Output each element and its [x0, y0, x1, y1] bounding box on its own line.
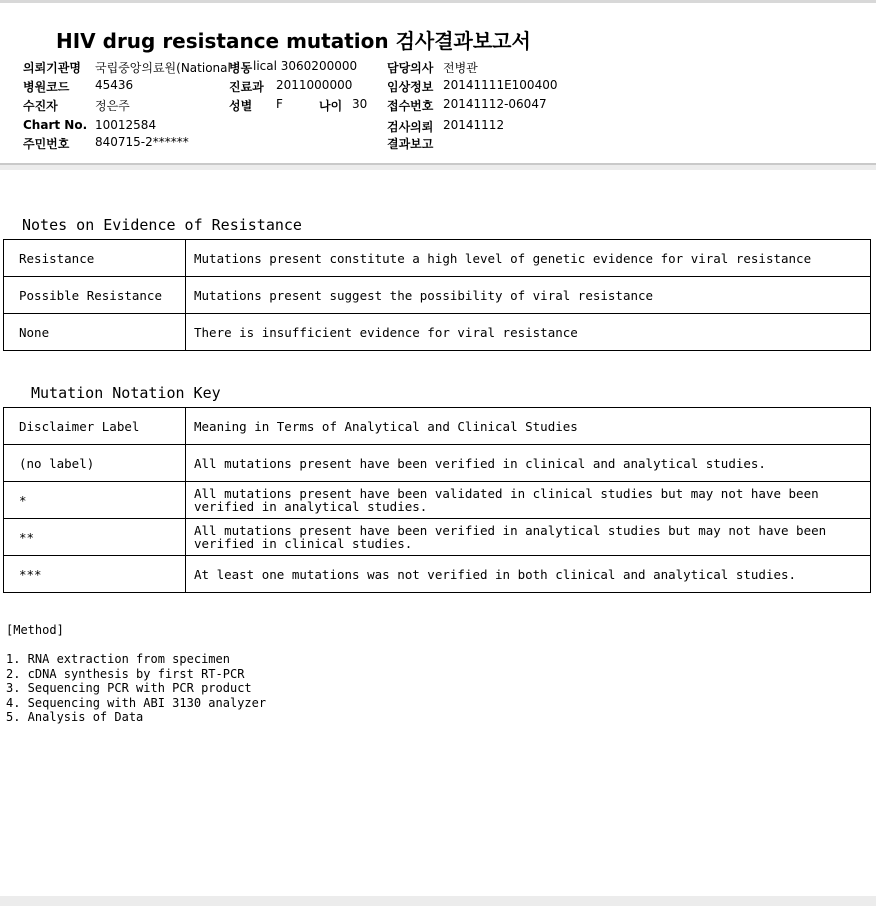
- hospital-code-value: 45436: [95, 78, 134, 92]
- table-row: [4, 556, 871, 593]
- evidence-meaning-cell: Mutations present constitute a high level of genetic evidence for viral resistance: [186, 240, 871, 277]
- attending-doctor-label: 담당의사: [387, 61, 434, 75]
- sex-label: 성별: [229, 99, 253, 113]
- method-steps-list: [6, 652, 266, 725]
- receipt-number-label: 접수번호: [387, 99, 434, 113]
- evidence-meaning-cell: There is insufficient evidence for viral resistance: [186, 314, 871, 351]
- method-step: 1. RNA extraction from specimen: [6, 652, 230, 666]
- evidence-label-cell: None: [4, 314, 186, 351]
- table-row: [4, 314, 871, 351]
- ward-value: lical 3060200000: [253, 59, 358, 73]
- table-row: [4, 482, 871, 519]
- notation-key-table: [3, 407, 871, 593]
- hospital-code-label: 병원코드: [23, 80, 70, 94]
- chart-no-label: Chart No.: [23, 118, 88, 132]
- test-request-value: 20141112: [443, 118, 505, 132]
- result-report-label: 결과보고: [387, 137, 434, 151]
- bottom-border: [0, 896, 876, 906]
- sex-value: F: [276, 97, 283, 111]
- ward-label: 병동: [229, 61, 253, 75]
- clinical-info-label: 임상정보: [387, 80, 434, 94]
- table-row: [4, 240, 871, 277]
- notation-label-cell: ***: [4, 556, 186, 593]
- method-step: 5. Analysis of Data: [6, 710, 144, 724]
- resident-number-label: 주민번호: [23, 137, 70, 151]
- report-header: [0, 3, 876, 165]
- method-step: 2. cDNA synthesis by first RT-PCR: [6, 666, 245, 681]
- chart-no-value: 10012584: [95, 118, 157, 132]
- header-divider: [0, 165, 876, 170]
- evidence-label-cell: Resistance: [4, 240, 186, 277]
- attending-doctor-value: 전병관: [443, 61, 478, 75]
- table-row: [4, 445, 871, 482]
- requesting-institution-value: 국립중앙의료원(National: [95, 61, 231, 75]
- table-row: [4, 277, 871, 314]
- evidence-notes-title: Notes on Evidence of Resistance: [22, 216, 302, 234]
- age-label: 나이: [319, 99, 343, 113]
- resident-number-value: 840715-2******: [95, 135, 189, 149]
- examinee-label: 수진자: [23, 99, 58, 113]
- notation-meaning-cell: At least one mutations was not verified in both clinical and analytical studies.: [186, 556, 871, 593]
- method-step: 3. Sequencing PCR with PCR product: [6, 681, 252, 695]
- department-label: 진료과: [229, 80, 264, 94]
- notation-label-cell: (no label): [4, 445, 186, 482]
- table-header-row: [4, 408, 871, 445]
- notation-meaning-cell: All mutations present have been verified in analytical studies but may not have been verified in clinical studies.: [186, 519, 871, 556]
- evidence-label-cell: Possible Resistance: [4, 277, 186, 314]
- meaning-header: Meaning in Terms of Analytical and Clinical Studies: [186, 408, 871, 445]
- age-value: 30: [352, 97, 368, 111]
- evidence-notes-table: [3, 239, 871, 351]
- table-row: [4, 519, 871, 556]
- notation-meaning-cell: All mutations present have been verified in clinical and analytical studies.: [186, 445, 871, 482]
- disclaimer-label-header: Disclaimer Label: [4, 408, 186, 445]
- notation-key-title: Mutation Notation Key: [31, 384, 221, 402]
- method-title: [Method]: [6, 623, 64, 637]
- clinical-info-value: 20141111E100400: [443, 78, 558, 92]
- notation-label-cell: *: [4, 482, 186, 519]
- test-request-label: 검사의뢰: [387, 120, 434, 134]
- department-value: 2011000000: [276, 78, 353, 92]
- requesting-institution-label: 의뢰기관명: [23, 61, 81, 75]
- notation-label-cell: **: [4, 519, 186, 556]
- evidence-meaning-cell: Mutations present suggest the possibility of viral resistance: [186, 277, 871, 314]
- method-step: 4. Sequencing with ABI 3130 analyzer: [6, 695, 267, 710]
- examinee-value: 정은주: [95, 99, 130, 113]
- notation-meaning-cell: All mutations present have been validated in clinical studies but may not have been verified in analytical studies.: [186, 482, 871, 519]
- report-title: HIV drug resistance mutation 검사결과보고서: [56, 29, 531, 53]
- receipt-number-value: 20141112-06047: [443, 97, 547, 111]
